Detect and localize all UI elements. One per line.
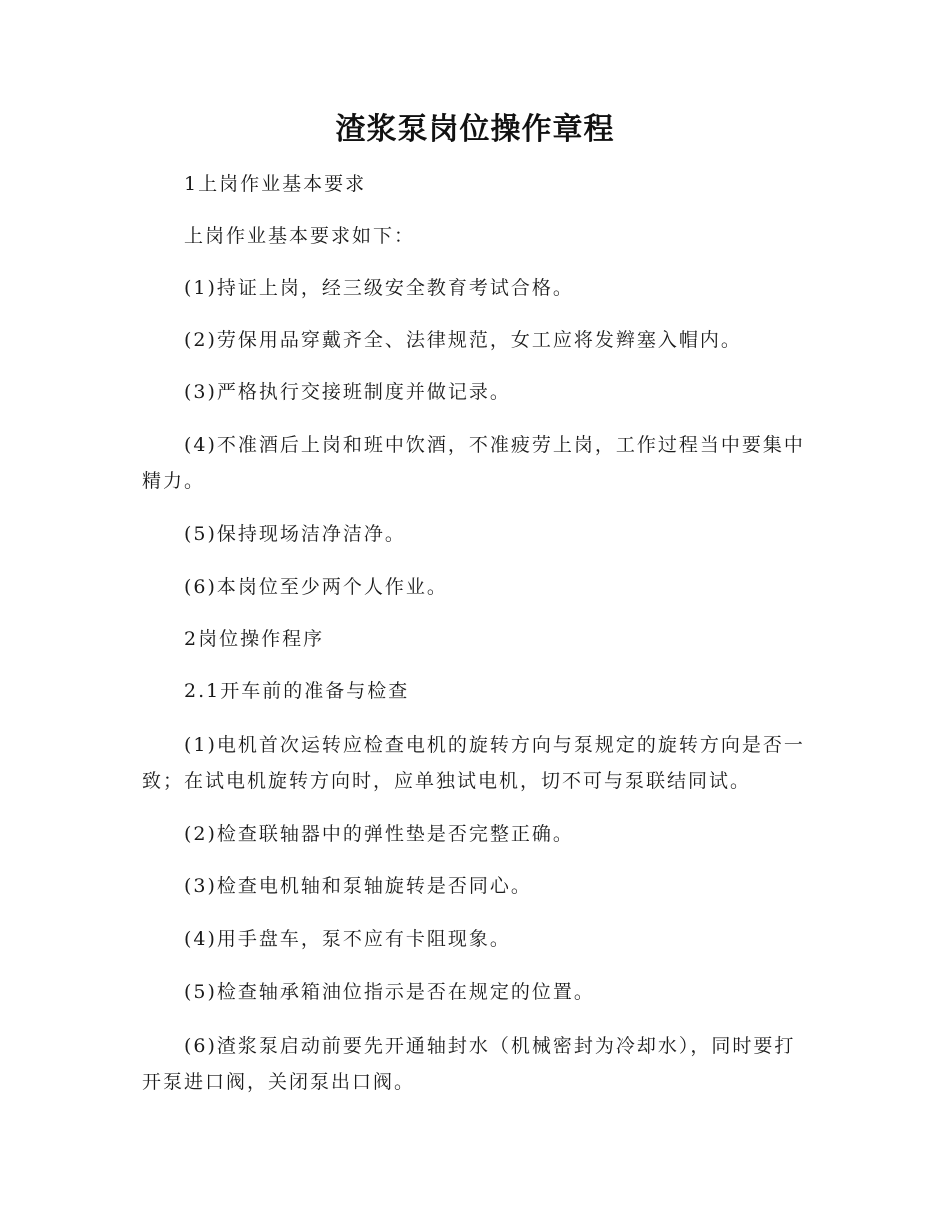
section-heading: 2岗位操作程序: [184, 628, 325, 650]
list-item: (2)劳保用品穿戴齐全、法律规范，女工应将发辫塞入帽内。: [184, 329, 742, 351]
list-item: (4)用手盘车，泵不应有卡阻现象。: [184, 928, 511, 950]
document-title: 渣浆泵岗位操作章程: [335, 112, 615, 147]
paragraph: 上岗作业基本要求如下：: [184, 225, 416, 247]
list-item: (4)不准酒后上岗和班中饮酒，不准疲劳上岗，工作过程当中要集中精力。: [142, 434, 805, 492]
list-item: (6)渣浆泵启动前要先开通轴封水（机械密封为冷却水），同时要打开泵进口阀，关闭泵出口阀。: [142, 1035, 796, 1093]
list-item: (6)本岗位至少两个人作业。: [184, 576, 448, 598]
list-item: (3)严格执行交接班制度并做记录。: [184, 381, 511, 403]
list-item: (1)持证上岗，经三级安全教育考试合格。: [184, 277, 574, 299]
list-item: (2)检查联轴器中的弹性垫是否完整正确。: [184, 823, 574, 845]
list-item: (1)电机首次运转应检查电机的旋转方向与泵规定的旋转方向是否一致；在试电机旋转方向时，应单独试电机，切不可与泵联结同试。: [142, 734, 805, 792]
subsection-heading: 2.1开车前的准备与检查: [184, 680, 410, 702]
list-item: (5)保持现场洁净洁净。: [184, 523, 406, 545]
section-heading: 1上岗作业基本要求: [184, 173, 367, 195]
list-item: (3)检查电机轴和泵轴旋转是否同心。: [184, 875, 532, 897]
list-item: (5)检查轴承箱油位指示是否在规定的位置。: [184, 981, 595, 1003]
